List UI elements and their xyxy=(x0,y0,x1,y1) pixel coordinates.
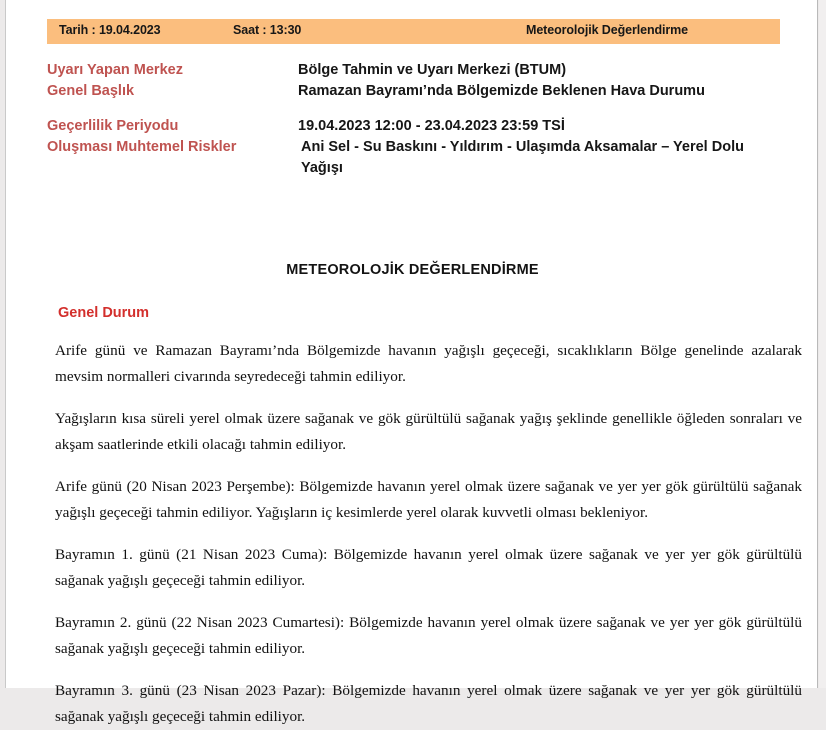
info-value-general-title: Ramazan Bayramı’nda Bölgemizde Beklenen Hava Durumu xyxy=(298,83,705,99)
info-value-possible-risks: Ani Sel - Su Baskını - Yıldırım - Ulaşımda Aksamalar – Yerel Dolu Yağışı xyxy=(301,139,744,176)
info-row-issuing-center xyxy=(47,60,787,81)
section-title: METEOROLOJİK DEĞERLENDİRME xyxy=(286,262,539,278)
warning-info-table xyxy=(47,60,787,179)
document-page xyxy=(5,0,818,725)
header-banner xyxy=(47,19,780,44)
info-row-general-title xyxy=(47,81,787,102)
paragraph-general-outlook: Arife günü ve Ramazan Bayramı’nda Bölgemizde havanın yağışlı geçeceği, sıcaklıkların Bölge genelinde azalarak mevsim normalleri civarında seyredeceği tahmin ediliyor. xyxy=(55,342,802,385)
info-row-validity-period xyxy=(47,116,787,137)
sub-heading-general-situation: Genel Durum xyxy=(58,305,150,321)
info-row-spacer xyxy=(47,102,787,116)
body-copy xyxy=(55,338,802,730)
paragraph-day-2: Bayramın 2. günü (22 Nisan 2023 Cumartesi): Bölgemizde havanın yerel olmak üzere sağanak ve yer yer gök gürültülü sağanak yağışlı geçeceği tahmin ediliyor. xyxy=(55,614,802,657)
info-value-issuing-center: Bölge Tahmin ve Uyarı Merkezi (BTUM) xyxy=(298,62,567,78)
paragraph-day-1: Bayramın 1. günü (21 Nisan 2023 Cuma): Bölgemizde havanın yerel olmak üzere sağanak ve yer yer gök gürültülü sağanak yağışlı geçeceği tahmin ediliyor. xyxy=(55,546,802,589)
info-label-general-title: Genel Başlık xyxy=(47,83,135,99)
page-right-gutter xyxy=(819,0,826,688)
info-label-possible-risks: Oluşması Muhtemel Riskler xyxy=(47,139,237,155)
info-label-issuing-center: Uyarı Yapan Merkez xyxy=(47,62,183,78)
banner-title: Meteorolojik Değerlendirme xyxy=(526,23,689,37)
info-label-validity-period: Geçerlilik Periyodu xyxy=(47,118,179,134)
info-row-possible-risks xyxy=(47,137,787,179)
info-value-validity-period: 19.04.2023 12:00 - 23.04.2023 23:59 TSİ xyxy=(298,118,565,134)
banner-time-label: Saat : 13:30 xyxy=(233,23,302,37)
paragraph-day-arife: Arife günü (20 Nisan 2023 Perşembe): Bölgemizde havanın yerel olmak üzere sağanak ve yer yer gök gürültülü sağanak yağışlı geçeceği tahmin ediliyor. Yağışların iç kesimlerde yerel olarak kuvvetli olması bekleniyor. xyxy=(55,478,802,521)
paragraph-day-3: Bayramın 3. günü (23 Nisan 2023 Pazar): Bölgemizde havanın yerel olmak üzere sağanak ve yer yer gök gürültülü sağanak yağışlı geçeceği tahmin ediliyor. xyxy=(55,682,802,725)
paragraph-precipitation-timing: Yağışların kısa süreli yerel olmak üzere sağanak ve gök gürültülü sağanak yağış şeklinde genellikle öğleden sonraları ve akşam saatlerinde etkili olacağı tahmin ediliyor. xyxy=(55,410,802,453)
banner-date-label: Tarih : 19.04.2023 xyxy=(59,23,161,37)
